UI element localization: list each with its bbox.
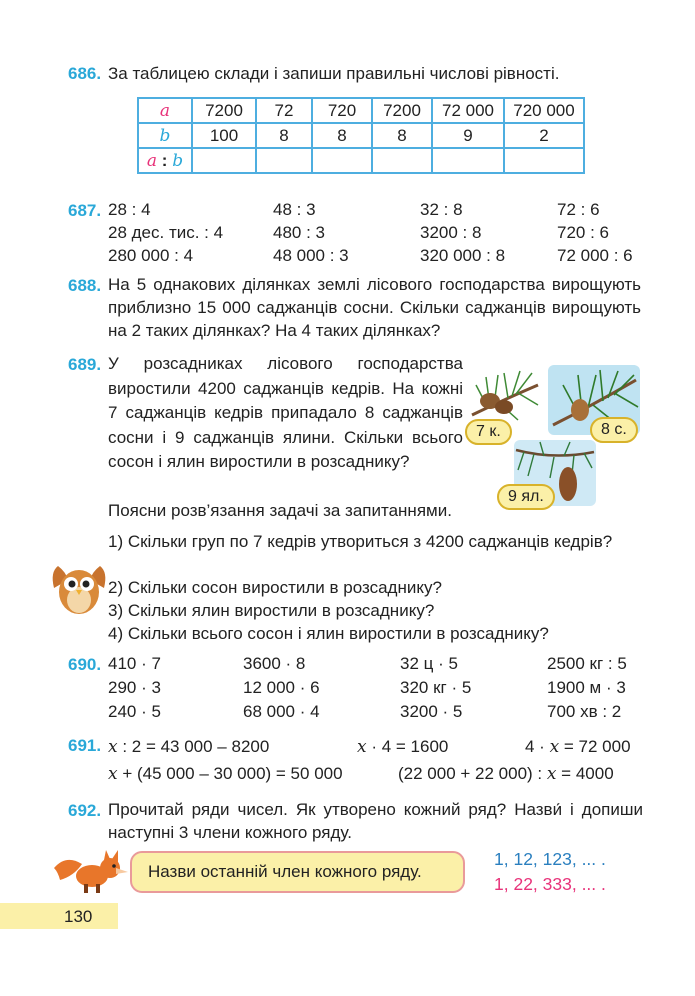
row-label-a [138, 98, 192, 123]
table-cell: 720 [312, 98, 372, 123]
table-cell: 720 000 [504, 98, 584, 123]
equation-text: (22 000 + 22 000) : [398, 764, 547, 783]
equation-5 [398, 762, 614, 786]
label-cedar: 7 к. [465, 419, 512, 445]
exercise-686-number: 686. [68, 64, 102, 83]
expression: 320 кг · 5 [400, 678, 472, 697]
table-cell-empty [372, 148, 432, 173]
row-label-ab [138, 148, 192, 173]
var-b: b [172, 150, 184, 171]
expression: 28 дес. тис. : 4 [108, 223, 224, 242]
expression: 2500 кг : 5 [547, 654, 627, 673]
expression: 1900 м · 3 [547, 678, 626, 697]
equation-4 [108, 762, 343, 786]
division-sign: : [161, 150, 168, 170]
table-cell: 7200 [372, 98, 432, 123]
page-number-band [0, 903, 118, 929]
row-label-b [138, 123, 192, 148]
question-1: 1) Скільки груп по 7 кедрів утвориться з 4200 саджанців кедрів? [108, 532, 613, 551]
page-number: 130 [64, 907, 93, 926]
expression: 68 000 · 4 [243, 702, 320, 721]
exercise-689-note: Поясни розв’язання задачі за запитаннями. [108, 501, 452, 520]
expression: 700 хв : 2 [547, 702, 622, 721]
question-4: 4) Скільки всього сосон і ялин виростили в розсаднику? [108, 624, 549, 643]
table-cell: 8 [312, 123, 372, 148]
equation-2 [357, 735, 448, 759]
table-cell: 8 [372, 123, 432, 148]
hint-text: Назви останній член кожного ряду. [148, 862, 422, 881]
equation-text: + (45 000 – 30 000) = 50 000 [117, 764, 343, 783]
expression: 720 : 6 [557, 223, 609, 242]
expression: 280 000 : 4 [108, 246, 194, 265]
table-cell-empty [504, 148, 584, 173]
table-row-ab [138, 148, 584, 173]
expression: 3200 : 8 [420, 223, 482, 242]
exercise-688-text: На 5 однакових ділянках землі лісового господарства вирощують приблизно 15 000 саджанців сосни. Скільки саджанців вирощують на 2 таких ділянках? На 4 таких ділянках? [108, 275, 641, 340]
var-x: x [357, 737, 367, 757]
var-x: x [108, 764, 118, 784]
expression: 48 : 3 [273, 200, 316, 219]
hint-box [130, 851, 465, 893]
owl-icon [48, 560, 110, 618]
equation-text: = 72 000 [559, 737, 631, 756]
number-series-2: 1, 22, 333, ... . [494, 874, 606, 894]
expression: 3600 · 8 [243, 654, 306, 673]
expression: 32 : 8 [420, 200, 463, 219]
expression: 480 : 3 [273, 223, 325, 242]
exercise-686-text: За таблицею склади і запиши правильні числові рівності. [108, 64, 560, 83]
var-x: x [108, 737, 118, 757]
table-row-a [138, 98, 584, 123]
var-a: a [146, 150, 158, 171]
expression: 32 ц · 5 [400, 654, 458, 673]
table-cell-empty [192, 148, 256, 173]
table-cell-empty [432, 148, 504, 173]
number-series-1: 1, 12, 123, ... . [494, 849, 606, 869]
table-cell: 9 [432, 123, 504, 148]
equation-3 [525, 735, 631, 759]
exercise-689-number: 689. [68, 355, 102, 374]
expression: 410 · 7 [108, 654, 161, 673]
exercise-690-number: 690. [68, 655, 102, 674]
equation-1 [108, 735, 269, 759]
table-cell: 7200 [192, 98, 256, 123]
question-2: 2) Скільки сосон виростили в розсаднику? [108, 578, 442, 597]
question-3: 3) Скільки ялин виростили в розсаднику? [108, 601, 435, 620]
var-x: x [546, 764, 557, 784]
equation-text: : 2 = 43 000 – 8200 [117, 737, 270, 756]
var-a: a [159, 100, 171, 121]
expression: 290 · 3 [108, 678, 161, 697]
equation-text: = 4000 [556, 764, 614, 783]
fox-icon [52, 846, 130, 896]
label-spruce: 9 ял. [497, 484, 555, 510]
exercise-692-number: 692. [68, 801, 102, 820]
expression: 72 000 : 6 [557, 246, 633, 265]
expression: 72 : 6 [557, 200, 600, 219]
table-row-b [138, 123, 584, 148]
ab-table [137, 97, 585, 174]
table-cell-empty [256, 148, 312, 173]
expression: 48 000 : 3 [273, 246, 349, 265]
var-b: b [159, 125, 171, 146]
exercise-687-number: 687. [68, 201, 102, 220]
var-x: x [549, 737, 560, 757]
exercise-688-number: 688. [68, 276, 102, 295]
table-cell: 100 [192, 123, 256, 148]
equation-text: 4 · [525, 737, 550, 756]
table-cell-empty [312, 148, 372, 173]
label-pine: 8 с. [590, 417, 638, 443]
exercise-691-number: 691. [68, 736, 102, 755]
expression: 320 000 : 8 [420, 246, 506, 265]
table-cell: 2 [504, 123, 584, 148]
equation-text: · 4 = 1600 [366, 737, 449, 756]
table-cell: 8 [256, 123, 312, 148]
table-cell: 72 000 [432, 98, 504, 123]
exercise-692-text: Прочитай ряди чисел. Як утворено кожний ряд? Назви́ і допиши наступні 3 члени кожного ряду. [108, 800, 643, 842]
exercise-689-text: У розсадниках лісового господарства виростили 4200 саджанців кедрів. На кожні 7 саджанців кедрів припадало 8 саджанців сосни і 9 саджанців ялини. Скільки всього сосон і ялин виростили в розсаднику? [108, 354, 463, 471]
expression: 28 : 4 [108, 200, 151, 219]
table-cell: 72 [256, 98, 312, 123]
expression: 3200 · 5 [400, 702, 463, 721]
expression: 12 000 · 6 [243, 678, 320, 697]
expression: 240 · 5 [108, 702, 161, 721]
